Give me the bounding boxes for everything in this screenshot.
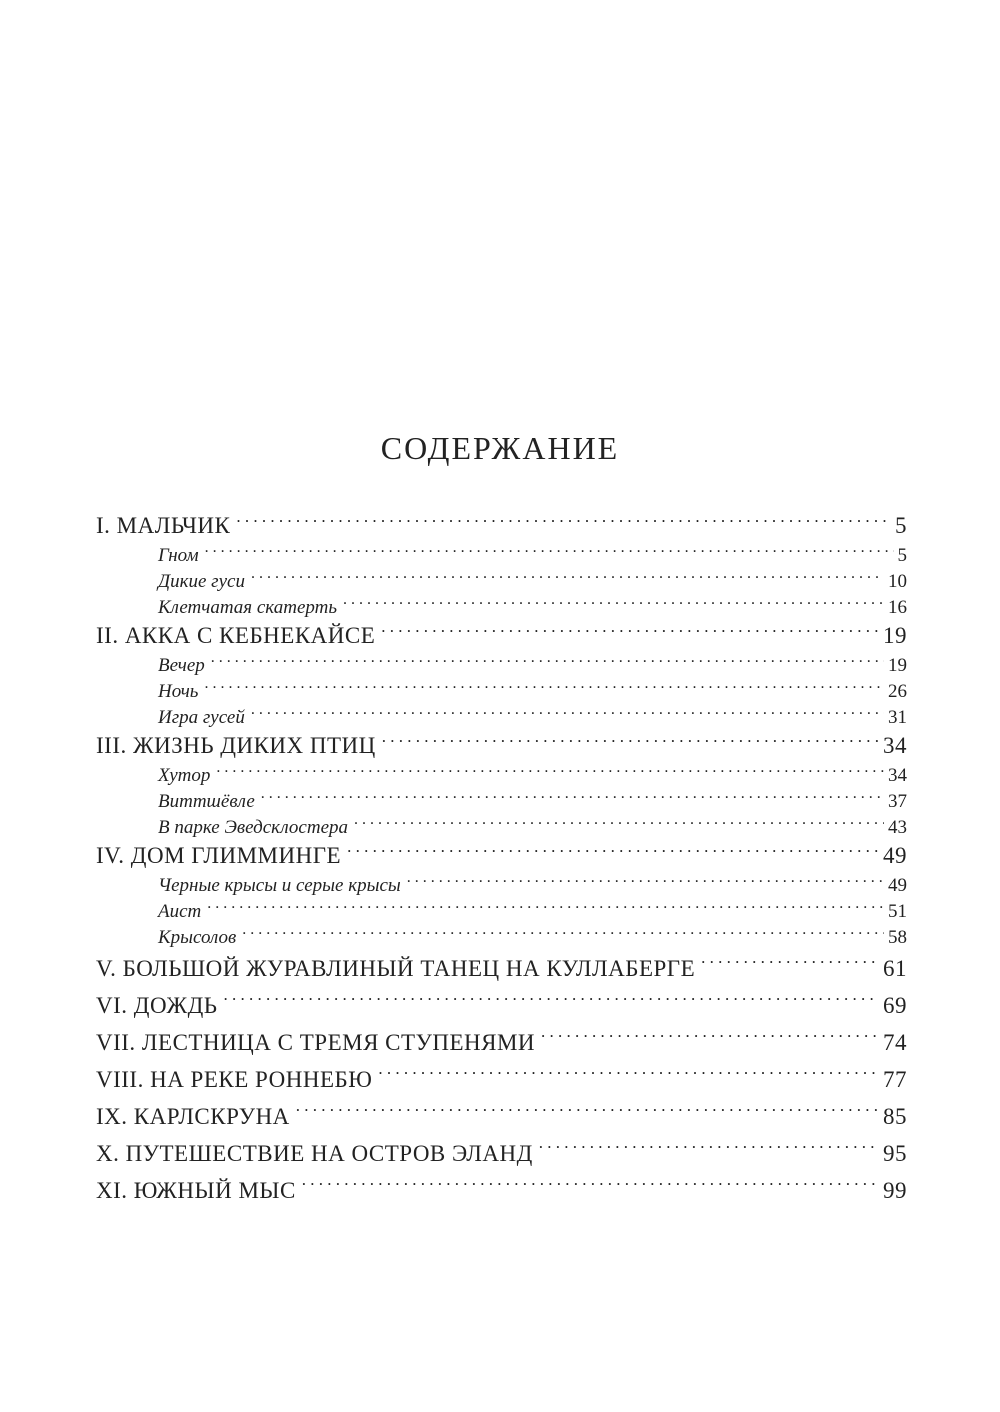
- toc-chapter[interactable]: [96, 987, 907, 1024]
- toc-page-number: 95: [883, 1141, 907, 1166]
- toc-chapter[interactable]: [96, 1024, 907, 1061]
- toc-page-number: 51: [888, 901, 907, 922]
- toc-chapter-title: I. МАЛЬЧИК: [96, 513, 231, 538]
- toc-section-title: В парке Эведсклостера: [158, 817, 349, 838]
- toc-page-number: 49: [888, 875, 907, 896]
- toc-chapter[interactable]: [96, 1098, 907, 1135]
- toc-page-number: 26: [888, 681, 907, 702]
- toc-chapter-title: VIII. НА РЕКЕ РОННЕБЮ: [96, 1067, 373, 1092]
- page-title: СОДЕРЖАНИЕ: [380, 430, 620, 466]
- toc-chapter-title: V. БОЛЬШОЙ ЖУРАВЛИНЫЙ ТАНЕЦ НА КУЛЛАБЕРГЕ: [96, 956, 696, 981]
- toc-section[interactable]: [96, 898, 907, 924]
- toc-section-title: Клетчатая скатерть: [158, 597, 337, 618]
- toc-page-number: 5: [895, 513, 907, 538]
- dot-leader: [211, 652, 884, 671]
- dot-leader: [236, 510, 891, 533]
- toc-section-title: Черные крысы и серые крысы: [158, 875, 401, 896]
- toc-page-number: 5: [897, 545, 907, 566]
- dot-leader: [242, 924, 884, 943]
- toc-page-number: 43: [888, 817, 907, 838]
- toc-page-number: 74: [883, 1030, 907, 1055]
- toc-section[interactable]: [96, 542, 907, 568]
- toc-chapter-title: III. ЖИЗНЬ ДИКИХ ПТИЦ: [96, 733, 376, 758]
- toc-section[interactable]: [96, 762, 907, 788]
- dot-leader: [407, 872, 884, 891]
- toc-section[interactable]: [96, 924, 907, 950]
- dot-leader: [354, 814, 884, 833]
- dot-leader: [207, 898, 884, 917]
- dot-leader: [224, 990, 880, 1013]
- toc-section-title: Аист: [158, 901, 202, 922]
- toc-chapter[interactable]: [96, 950, 907, 987]
- toc-chapter[interactable]: [96, 840, 907, 872]
- toc-chapter-title: XI. ЮЖНЫЙ МЫС: [96, 1178, 296, 1203]
- toc-page-number: 99: [883, 1178, 907, 1203]
- toc-chapter-title: VII. ЛЕСТНИЦА С ТРЕМЯ СТУПЕНЯМИ: [96, 1030, 536, 1055]
- toc-section[interactable]: [96, 788, 907, 814]
- dot-leader: [541, 1027, 879, 1050]
- toc-chapter-title: IX. КАРЛСКРУНА: [96, 1104, 290, 1129]
- toc-section[interactable]: [96, 568, 907, 594]
- toc-section[interactable]: [96, 704, 907, 730]
- toc-page-number: 85: [883, 1104, 907, 1129]
- toc-page-number: 19: [883, 623, 907, 648]
- toc-section[interactable]: [96, 594, 907, 620]
- toc-chapter[interactable]: [96, 1172, 907, 1209]
- toc-page-number: 31: [888, 707, 907, 728]
- toc-page-number: 34: [888, 765, 907, 786]
- dot-leader: [251, 704, 884, 723]
- toc-section-title: Игра гусей: [158, 707, 245, 728]
- toc-chapter[interactable]: [96, 1135, 907, 1172]
- toc-chapter-title: X. ПУТЕШЕСТВИЕ НА ОСТРОВ ЭЛАНД: [96, 1141, 533, 1166]
- toc-chapter[interactable]: [96, 620, 907, 652]
- toc-page-number: 37: [888, 791, 907, 812]
- toc-page-number: 34: [883, 733, 907, 758]
- toc-chapter-title: II. АККА С КЕБНЕКАЙСЕ: [96, 623, 376, 648]
- toc-page-number: 19: [888, 655, 907, 676]
- dot-leader: [261, 788, 884, 807]
- toc-chapter[interactable]: [96, 730, 907, 762]
- toc-section-title: Ночь: [158, 681, 199, 702]
- table-of-contents: [96, 510, 907, 1209]
- dot-leader: [216, 762, 884, 781]
- dot-leader: [382, 730, 879, 753]
- toc-page-number: 49: [883, 843, 907, 868]
- toc-chapter-title: IV. ДОМ ГЛИММИНГЕ: [96, 843, 342, 868]
- dot-leader: [302, 1175, 879, 1198]
- toc-section-title: Вечер: [158, 655, 205, 676]
- dot-leader: [296, 1101, 879, 1124]
- dot-leader: [539, 1138, 879, 1161]
- toc-page-number: 16: [888, 597, 907, 618]
- toc-chapter[interactable]: [96, 1061, 907, 1098]
- toc-page-number: 69: [883, 993, 907, 1018]
- toc-section[interactable]: [96, 678, 907, 704]
- dot-leader: [204, 678, 884, 697]
- dot-leader: [205, 542, 894, 561]
- dot-leader: [381, 620, 879, 643]
- dot-leader: [343, 594, 884, 613]
- dot-leader: [251, 568, 884, 587]
- dot-leader: [347, 840, 879, 863]
- toc-chapter[interactable]: [96, 510, 907, 542]
- toc-chapter-title: VI. ДОЖДЬ: [96, 993, 218, 1018]
- toc-section[interactable]: [96, 652, 907, 678]
- toc-section-title: Крысолов: [158, 927, 237, 948]
- toc-section-title: Дикие гуси: [158, 571, 245, 592]
- toc-page-number: 77: [883, 1067, 907, 1092]
- toc-section-title: Гном: [158, 545, 199, 566]
- toc-page-number: 10: [888, 571, 907, 592]
- toc-section[interactable]: [96, 872, 907, 898]
- dot-leader: [701, 953, 879, 976]
- toc-page-number: 58: [888, 927, 907, 948]
- toc-section-title: Хутор: [158, 765, 211, 786]
- toc-section-title: Виттшёвле: [158, 791, 255, 812]
- toc-section[interactable]: [96, 814, 907, 840]
- dot-leader: [378, 1064, 879, 1087]
- toc-page-number: 61: [883, 956, 907, 981]
